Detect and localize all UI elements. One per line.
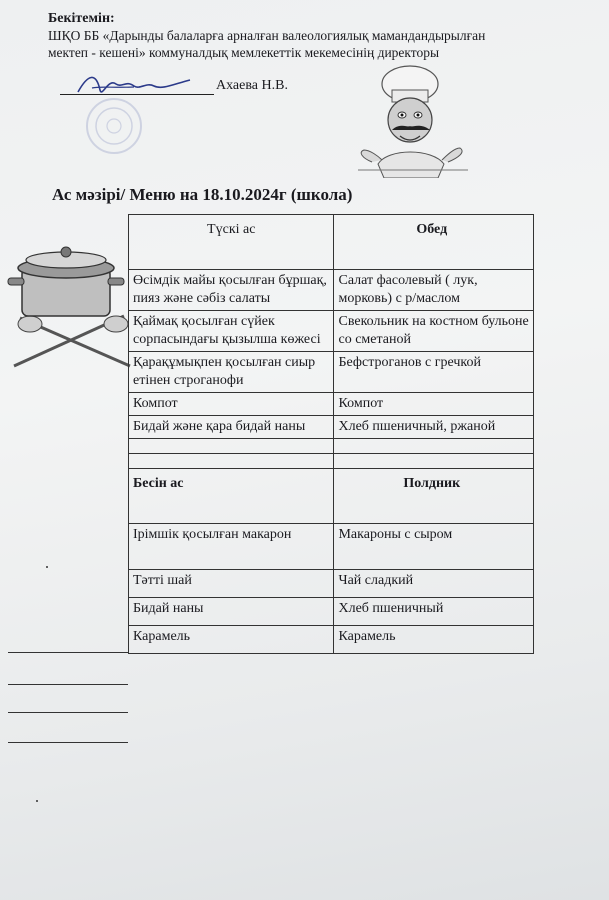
table-row [129,311,534,352]
dish-kz: Қарақұмықпен қосылған сиыр етінен строганофи [129,352,334,393]
table-row [129,393,534,416]
approval-title: Бекітемін: [48,11,115,26]
dish-kz: Өсімдік майы қосылған бұршақ, пияз және сәбіз салаты [129,270,334,311]
dish-kz: Қаймақ қосылған сүйек сорпасындағы қызылша көжесі [129,311,334,352]
approval-line-1: ШҚО ББ «Дарынды балаларға арналған валеологиялық мамандандырылған [48,28,486,43]
dish-kz: Ірімшік қосылған макарон [129,524,334,570]
rule-line [8,742,128,743]
pot-and-ladles-illustration [6,238,134,368]
dish-ru: Макароны с сыром [334,524,534,570]
table-row [129,416,534,439]
table-row [129,598,534,626]
rule-line [8,652,128,653]
dish-kz: Тәтті шай [129,570,334,598]
stamp-seal [84,96,144,156]
chef-illustration [348,60,478,178]
table-row [129,570,534,598]
rule-line [8,684,128,685]
empty-row [129,454,534,469]
dish-kz: Бидай және қара бидай наны [129,416,334,439]
lunch-header-ru: Обед [334,215,534,270]
dish-ru: Карамель [334,626,534,654]
menu-table [128,214,534,654]
snack-header-kz: Бесін ас [129,469,334,524]
lunch-header-kz: Түскі ас [129,215,334,270]
dish-ru: Салат фасолевый ( лук, морковь) с р/маслом [334,270,534,311]
empty-row [129,439,534,454]
table-row [129,524,534,570]
dish-kz: Карамель [129,626,334,654]
dish-ru: Свекольник на костном бульоне со сметаной [334,311,534,352]
dish-kz: Бидай наны [129,598,334,626]
table-row [129,626,534,654]
approval-block [48,10,588,61]
snack-header-ru: Полдник [334,469,534,524]
table-row [129,352,534,393]
speck [46,566,48,568]
speck [36,800,38,802]
dish-kz: Компот [129,393,334,416]
dish-ru: Компот [334,393,534,416]
signature-row [60,76,380,98]
director-name: Ахаева Н.В. [216,78,288,93]
table-row [129,270,534,311]
approval-line-2: мектеп - кешені» коммуналдық мемлекеттік мекемесінің директоры [48,45,440,60]
dish-ru: Бефстроганов с гречкой [334,352,534,393]
menu-title: Ас мәзірі/ Меню на 18.10.2024г (школа) [52,185,353,204]
lunch-header-row [129,215,534,270]
dish-ru: Чай сладкий [334,570,534,598]
dish-ru: Хлеб пшеничный, ржаной [334,416,534,439]
dish-ru: Хлеб пшеничный [334,598,534,626]
snack-header-row [129,469,534,524]
rule-line [8,712,128,713]
